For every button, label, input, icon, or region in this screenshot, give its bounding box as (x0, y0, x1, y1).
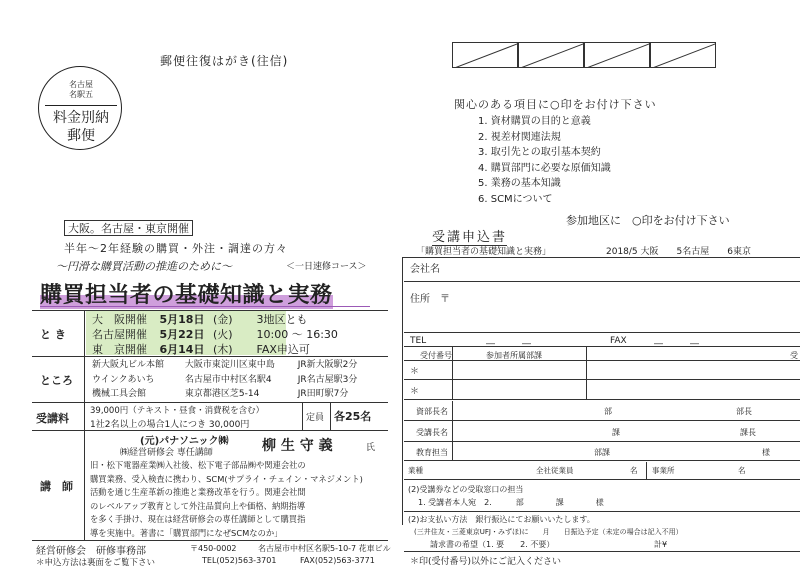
participant-header: 受 (790, 351, 798, 360)
offices-label: 事業所 (652, 466, 675, 475)
postal-code-box-2[interactable] (518, 42, 584, 68)
row-right: 様 (762, 448, 770, 457)
table-rule (646, 462, 647, 480)
employees-label: 全社従業員 (536, 466, 574, 475)
course-type: ＜一日速修コース＞ (286, 262, 367, 272)
place-station: JR田町駅7分 (297, 389, 349, 399)
postal-code-box-4[interactable] (650, 42, 716, 68)
venues-tag: 大阪。名古屋・東京開催 (64, 220, 193, 236)
footer-tel: TEL(052)563-3701 (202, 556, 277, 565)
form-course: 「購買担当者の基礎知識と実務」 (416, 247, 552, 257)
row-label: 資部長名 (416, 407, 448, 416)
place-name: 新大阪丸ビル本館 (92, 360, 165, 370)
schedule-note: FAX申込可 (256, 343, 310, 356)
schedule-dow: (火) (213, 328, 233, 341)
form-title: 受講申込書 (432, 226, 507, 246)
title-underline (40, 306, 370, 307)
interest-prompt: 関心のある項目に○印をお付け下さい (454, 98, 657, 111)
place-address: 名古屋市中村区名駅4 (184, 374, 272, 385)
attendee-row-1[interactable] (404, 361, 800, 380)
address-label: 住所 〒 (410, 294, 450, 305)
lecturer-company: (元)パナソニック㈱ (140, 436, 229, 447)
places-label: ところ (40, 374, 73, 387)
schedule-list (92, 312, 338, 357)
footer-fax: FAX(052)563-3771 (300, 556, 375, 565)
payment-banks[interactable]: (三井住友・三菱東京UFJ・みずほ)に 月 日振込予定（未定の場合は記入不用） (414, 528, 683, 536)
row-right: 課長 (740, 428, 756, 437)
row-label: 教育担当 (416, 448, 448, 457)
table-rule (330, 402, 331, 430)
schedule-row (92, 342, 338, 357)
place-row (92, 373, 357, 388)
form-footer-note: ＊印(受付番号)以外にご記入ください (410, 557, 562, 567)
window-options[interactable]: 1. 受講者本人宛 2. 部 課 様 (418, 498, 604, 507)
schedule-row (92, 327, 338, 342)
bio-line: 活動を通じ生産革新の推進と業務改革を行う。関連会社間 (90, 487, 306, 497)
address-field[interactable] (404, 283, 800, 333)
places-list (92, 358, 357, 402)
postcard-header: 郵便往復はがき(往信) (160, 54, 289, 68)
interest-item[interactable]: 1. 資材購買の目的と意義 (478, 116, 591, 127)
schedule-date: 5月22日 (159, 328, 205, 341)
star-mark: ＊ (410, 387, 420, 397)
target-audience: 半年～2年経験の購買・外注・調達の方々 (64, 242, 288, 255)
schedule-note: 10:00 ～ 16:30 (256, 328, 338, 341)
interest-item[interactable]: 6. SCMについて (478, 193, 553, 205)
bio-line: 導を実施中。著書に「購買部門になぜSCMなのか」 (90, 527, 283, 538)
form-year-venues: 2018/5 大阪 5名古屋 6東京 (606, 247, 751, 257)
table-rule (32, 402, 388, 403)
place-row (92, 358, 357, 373)
tel-dashes: ― ― (486, 339, 532, 349)
footer-org: 経営研修会 研修事務部 (36, 546, 146, 557)
seminar-subtitle: ～円滑な購買活動の推進のために～ (56, 260, 232, 273)
table-rule (452, 401, 453, 461)
place-row (92, 387, 357, 402)
reception-no-header: 受付番号 (420, 351, 452, 360)
place-station: JR新大阪駅2分 (297, 360, 358, 370)
table-rule (404, 511, 800, 512)
schedule-label: と き (40, 328, 66, 341)
tel-label: TEL (410, 336, 427, 346)
seminar-title: 購買担当者の基礎知識と実務 (40, 278, 333, 309)
postal-code-box-3[interactable] (584, 42, 650, 68)
lecturer-org: ㈱経営研修会 専任講師 (120, 448, 213, 458)
fee-line-1: 39,000円（テキスト・昼食・消費税を含む） (90, 406, 265, 416)
company-label: 会社名 (410, 264, 440, 275)
table-rule (404, 551, 800, 552)
fee-line-2: 1社2名以上の場合1人につき 30,000円 (90, 420, 250, 430)
lecturer-name: 柳 生 守 義 (262, 438, 333, 454)
interest-item[interactable]: 2. 視差材関連法規 (478, 131, 561, 143)
tel-fax-field[interactable] (404, 333, 800, 347)
row-mid: 部 (604, 407, 612, 416)
bio-line: のレベルアップ教育として外注品質向上や価格、納期指導 (90, 500, 306, 511)
fee-label: 受講料 (36, 412, 69, 425)
schedule-note: 3地区とも (256, 313, 308, 326)
stamp-divider (45, 105, 117, 106)
postal-code-box-1[interactable] (452, 42, 518, 68)
place-address: 大阪市東淀川区東中島 (184, 360, 275, 370)
interest-list (478, 114, 611, 207)
window-title: (2)受講券などの受取窓口の担当 (408, 485, 524, 494)
schedule-row (92, 312, 338, 327)
department-header: 参加者所属部課 (486, 351, 542, 360)
table-rule (32, 430, 388, 431)
table-rule (32, 540, 388, 541)
schedule-dow: (金) (213, 313, 233, 326)
attendee-row-2[interactable] (404, 381, 800, 400)
row-right: 部長 (736, 407, 752, 416)
total-amount[interactable]: 計¥ (654, 540, 668, 549)
industry-label: 業種 (408, 466, 423, 475)
interest-item[interactable]: 4. 購買部門に必要な原価知識 (478, 162, 611, 174)
lecturer-suffix: 氏 (366, 443, 376, 453)
schedule-dow: (木) (213, 343, 233, 356)
schedule-date: 5月18日 (159, 313, 205, 326)
capacity-label: 定員 (306, 413, 325, 423)
row-label: 受講長名 (416, 428, 448, 437)
schedule-city: 名古屋開催 (92, 328, 147, 341)
schedule-date: 6月14日 (159, 343, 205, 356)
fax-dashes: ― ― (654, 339, 700, 349)
invoice-preference[interactable]: 請求書の希望（1. 要 2. 不要） (430, 540, 555, 549)
capacity-value: 各25名 (334, 410, 372, 423)
place-address: 東京都港区芝5-14 (184, 389, 260, 399)
stamp-area: 名古屋 名駅五 (69, 80, 93, 99)
row-mid: 部課 (594, 448, 610, 457)
region-prompt: 参加地区に ○印をお付け下さい (566, 214, 730, 227)
star-mark: ＊ (410, 367, 420, 377)
payment-title: (2)お支払い方法 銀行振込にてお願いいたします。 (408, 515, 595, 524)
place-name: 機械工具会館 (92, 389, 147, 399)
employees-unit: 名 (630, 466, 638, 475)
place-name: ウインクあいち (92, 374, 155, 385)
row-mid: 課 (612, 428, 620, 437)
interest-item[interactable]: 3. 取引先との取引基本契約 (478, 147, 601, 158)
bio-line: を多く手掛け、現在は経営研修会の専任講師として購買指 (90, 514, 306, 524)
company-field[interactable] (404, 258, 800, 282)
bio-line: 購買業務、受入検査に携わり、SCM(サプライ・チェイン・マネジメント) (90, 473, 363, 484)
footer-postal: 〒450-0002 (190, 544, 237, 553)
lecturer-label: 講 師 (40, 480, 73, 493)
footer-note: ＊申込方法は裏面をご覧下さい (36, 558, 156, 568)
table-rule (84, 310, 85, 540)
schedule-city: 大 阪開催 (92, 313, 147, 326)
interest-item[interactable]: 5. 業務の基本知識 (478, 178, 561, 189)
postage-stamp-mark (38, 66, 122, 150)
offices-unit: 名 (738, 466, 746, 475)
place-station: JR名古屋駅3分 (297, 374, 358, 385)
table-rule (302, 402, 303, 430)
bio-line: 旧・松下電器産業㈱入社後、松下電子部品㈱や関連会社の (90, 460, 306, 470)
footer-address: 名古屋市中村区名駅5-10-7 花車ビル (258, 544, 391, 553)
schedule-city: 東 京開催 (92, 343, 147, 356)
fax-label: FAX (610, 336, 627, 346)
lecturer-bio (90, 459, 386, 540)
stamp-main: 料金別納 郵便 (53, 110, 109, 144)
